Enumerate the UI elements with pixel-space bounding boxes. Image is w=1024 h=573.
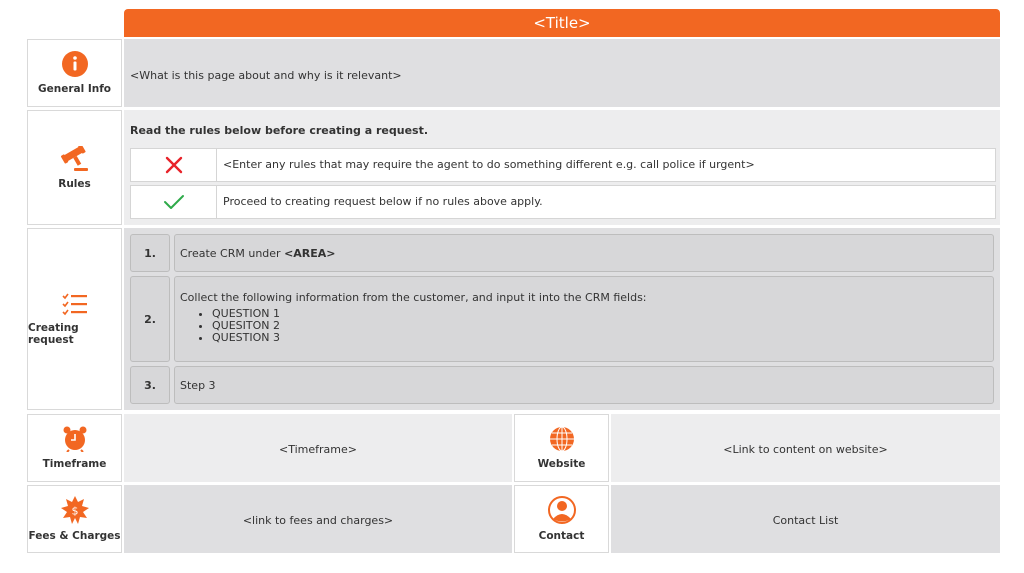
timeframe-content [124, 414, 512, 482]
rule-row [130, 185, 996, 219]
checklist-icon [62, 292, 88, 316]
creating-request-label: Creating request [28, 322, 79, 346]
contact-content[interactable] [611, 485, 1000, 553]
step-box [174, 366, 994, 404]
step-text-prefix: Create CRM under [180, 247, 285, 260]
step-box [174, 276, 994, 362]
step-text: Collect the following information from the customer, and input it into the CRM fields: [180, 291, 647, 304]
step-number: 3. [130, 366, 170, 404]
rules-content [124, 110, 1000, 225]
cross-icon [165, 156, 183, 174]
rules-label: Rules [58, 177, 91, 190]
step-text: Step 3 [180, 379, 216, 392]
contact-label-cell [514, 485, 609, 553]
step-box [174, 234, 994, 272]
globe-icon [549, 426, 575, 452]
general-info-content [124, 39, 1000, 107]
contact-person-icon [548, 496, 576, 524]
timeframe-label-cell [27, 414, 122, 482]
page-title: <Title> [124, 9, 1000, 37]
question-item: • QUESTION 1 [212, 308, 988, 320]
question-list [212, 308, 988, 344]
contact-label: Contact [538, 530, 585, 542]
rules-label-cell [27, 110, 122, 225]
alarm-clock-icon [62, 426, 88, 452]
step-number: 2. [130, 276, 170, 362]
timeframe-text: <Timeframe> [279, 443, 357, 456]
svg-text:$: $ [71, 504, 78, 518]
price-tag-icon [61, 496, 89, 524]
website-content[interactable] [611, 414, 1000, 482]
rule-text: Proceed to creating request below if no rules above apply. [223, 195, 543, 208]
general-info-label: General Info [37, 83, 112, 95]
general-info-label-cell [27, 39, 122, 107]
contact-link[interactable]: Contact List [772, 514, 839, 527]
question-item: • QUESTION 3 [212, 332, 988, 344]
website-label-cell [514, 414, 609, 482]
website-link[interactable]: <Link to content on website> [723, 443, 888, 456]
fees-content[interactable] [124, 485, 512, 553]
check-icon [163, 193, 185, 211]
rule-mark [131, 186, 217, 218]
info-icon [62, 51, 88, 77]
fees-link[interactable]: <link to fees and charges> [242, 514, 394, 527]
rules-heading: Read the rules below before creating a request. [130, 124, 429, 137]
step-text-area: <AREA> [284, 247, 336, 260]
question-item: • QUESITON 2 [212, 320, 988, 332]
fees-label-cell [27, 485, 122, 553]
step-text [180, 235, 988, 273]
creating-request-content [124, 228, 1000, 410]
rule-text: <Enter any rules that may require the agent to do something different e.g. call police if urgent> [223, 158, 755, 171]
rule-mark [131, 149, 217, 181]
timeframe-label: Timeframe [42, 458, 107, 470]
step-number: 1. [130, 234, 170, 272]
gavel-icon [60, 146, 90, 172]
creating-request-label-cell [27, 228, 122, 410]
general-info-text: <What is this page about and why is it relevant> [130, 69, 402, 82]
website-label: Website [537, 458, 586, 470]
fees-label: Fees & Charges [28, 530, 121, 542]
rule-row [130, 148, 996, 182]
